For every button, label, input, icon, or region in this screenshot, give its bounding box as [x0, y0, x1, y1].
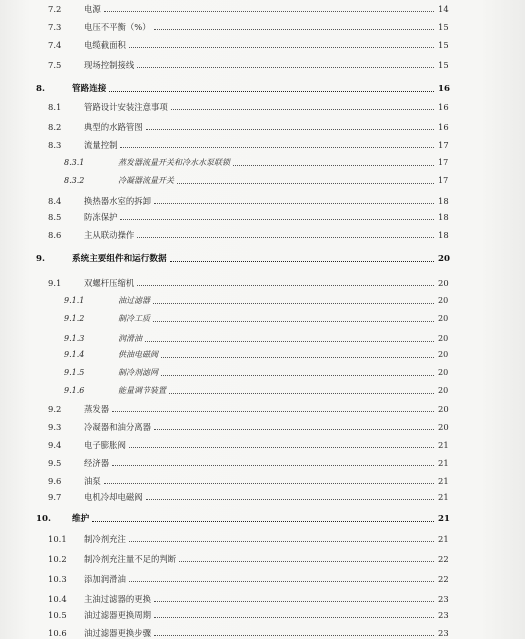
- toc-entry-title[interactable]: 电压不平衡（%）: [84, 22, 151, 32]
- toc-page-number: 20: [438, 314, 449, 323]
- toc-entry-number: 10.3: [48, 574, 67, 584]
- toc-dot-leader: [154, 635, 434, 636]
- toc-page-number: 15: [438, 40, 449, 50]
- toc-entry-number: 8.5: [48, 212, 62, 222]
- toc-dot-leader: [137, 285, 434, 286]
- toc-page-number: 20: [438, 422, 449, 432]
- toc-entry-row[interactable]: [0, 456, 525, 470]
- toc-entry-number: 7.4: [48, 40, 62, 50]
- toc-entry-title[interactable]: 添加润滑油: [84, 574, 126, 584]
- toc-entry-title[interactable]: 油过滤器: [118, 296, 150, 305]
- toc-page-number: 18: [438, 196, 449, 206]
- toc-dot-leader: [171, 109, 434, 110]
- toc-entry-title[interactable]: 供油电磁阀: [118, 350, 158, 359]
- toc-entry-row[interactable]: [0, 228, 525, 242]
- toc-entry-number: 9.2: [48, 404, 62, 414]
- toc-entry-row[interactable]: [0, 348, 525, 362]
- toc-entry-title[interactable]: 现场控制接线: [84, 60, 135, 70]
- toc-entry-row[interactable]: [0, 276, 525, 290]
- toc-entry-title[interactable]: 油过滤器更换周期: [84, 610, 151, 620]
- toc-entry-title[interactable]: 电机冷却电磁阀: [84, 492, 143, 502]
- toc-entry-row[interactable]: [0, 100, 525, 114]
- toc-dot-leader: [109, 91, 434, 92]
- toc-entry-number: 9.1.5: [64, 368, 85, 377]
- toc-entry-number: 8.: [36, 84, 45, 94]
- toc-page-number: 20: [438, 334, 449, 343]
- toc-dot-leader: [137, 67, 434, 68]
- toc-entry-number: 10.: [36, 514, 51, 524]
- toc-entry-number: 7.3: [48, 22, 62, 32]
- toc-entry-title[interactable]: 电源: [84, 4, 101, 14]
- toc-page-number: 18: [438, 230, 449, 240]
- toc-page-number: 16: [438, 122, 449, 132]
- toc-dot-leader: [104, 11, 434, 12]
- toc-entry-row[interactable]: [0, 626, 525, 639]
- toc-page-number: 20: [438, 296, 449, 305]
- toc-entry-number: 9.1.2: [64, 314, 85, 323]
- toc-entry-number: 8.3.2: [64, 176, 85, 185]
- toc-dot-leader: [112, 411, 434, 412]
- toc-entry-number: 7.2: [48, 4, 62, 14]
- toc-entry-title[interactable]: 维护: [72, 514, 90, 524]
- toc-page-number: 21: [438, 458, 449, 468]
- toc-dot-leader: [170, 261, 434, 262]
- toc-entry-number: 9.6: [48, 476, 62, 486]
- toc-entry-title[interactable]: 双螺杆压缩机: [84, 278, 135, 288]
- toc-entry-row[interactable]: [0, 294, 525, 308]
- toc-page-number: 15: [438, 22, 449, 32]
- toc-entry-row[interactable]: [0, 194, 525, 208]
- toc-dot-leader: [177, 183, 434, 184]
- toc-entry-title[interactable]: 防冻保护: [84, 212, 118, 222]
- toc-dot-leader: [146, 499, 434, 500]
- toc-dot-leader: [169, 393, 434, 394]
- toc-entry-number: 10.6: [48, 628, 67, 638]
- toc-dot-leader: [154, 601, 434, 602]
- toc-entry-number: 8.6: [48, 230, 62, 240]
- toc-entry-title[interactable]: 主油过滤器的更换: [84, 594, 151, 604]
- toc-entry-title[interactable]: 制冷剂滤网: [118, 368, 158, 377]
- toc-dot-leader: [154, 617, 434, 618]
- toc-dot-leader: [146, 129, 434, 130]
- toc-page-number: 21: [438, 492, 449, 502]
- toc-dot-leader: [129, 581, 434, 582]
- toc-entry-number: 7.5: [48, 60, 62, 70]
- toc-entry-row[interactable]: [0, 210, 525, 224]
- toc-entry-row[interactable]: [0, 438, 525, 452]
- toc-dot-leader: [129, 47, 434, 48]
- toc-page-number: 18: [438, 212, 449, 222]
- toc-entry-row[interactable]: [0, 58, 525, 72]
- toc-page-number: 14: [438, 4, 449, 14]
- toc-entry-title[interactable]: 能量调节装置: [118, 386, 166, 395]
- toc-entry-number: 10.5: [48, 610, 67, 620]
- toc-entry-title[interactable]: 制冷剂充注: [84, 534, 126, 544]
- toc-dot-leader: [92, 521, 434, 522]
- toc-entry-title[interactable]: 管路连接: [72, 84, 107, 94]
- toc-entry-number: 8.2: [48, 122, 62, 132]
- toc-entry-row[interactable]: [0, 384, 525, 398]
- toc-page-number: 16: [438, 102, 449, 112]
- toc-entry-row[interactable]: [0, 592, 525, 606]
- toc-dot-leader: [112, 465, 434, 466]
- toc-entry-row[interactable]: [0, 138, 525, 152]
- toc-page-number: 21: [438, 476, 449, 486]
- toc-entry-row[interactable]: [0, 2, 525, 16]
- toc-page-number: 21: [438, 440, 449, 450]
- toc-entry-row[interactable]: [0, 572, 525, 586]
- toc-entry-title[interactable]: 管路设计安装注意事项: [84, 102, 168, 112]
- toc-entry-title[interactable]: 润滑油: [118, 334, 142, 343]
- toc-entry-row[interactable]: [0, 402, 525, 416]
- toc-dot-leader: [154, 29, 434, 30]
- toc-entry-row[interactable]: [0, 366, 525, 380]
- toc-dot-leader: [153, 321, 434, 322]
- toc-page-number: 20: [438, 278, 449, 288]
- toc-entry-number: 8.4: [48, 196, 62, 206]
- toc-entry-title[interactable]: 流量控制: [84, 140, 118, 150]
- toc-page-number: 20: [438, 350, 449, 359]
- toc-entry-row[interactable]: [0, 474, 525, 488]
- toc-entry-row[interactable]: [0, 552, 525, 566]
- toc-entry-number: 9.1.6: [64, 386, 85, 395]
- toc-entry-title[interactable]: 制冷工质: [118, 314, 150, 323]
- toc-page-number: 23: [438, 610, 449, 620]
- toc-page-number: 23: [438, 594, 449, 604]
- toc-entry-number: 10.4: [48, 594, 67, 604]
- toc-page-number: 21: [438, 514, 450, 524]
- toc-entry-number: 9.: [36, 254, 45, 264]
- toc-entry-number: 8.3: [48, 140, 62, 150]
- toc-entry-row[interactable]: [0, 20, 525, 34]
- toc-entry-title[interactable]: 电缆截面积: [84, 40, 126, 50]
- toc-entry-row[interactable]: [0, 532, 525, 546]
- toc-page-number: 22: [438, 574, 449, 584]
- toc-entry-row[interactable]: [0, 332, 525, 346]
- toc-entry-title[interactable]: 冷凝器流量开关: [118, 176, 174, 185]
- toc-entry-number: 9.4: [48, 440, 62, 450]
- toc-entry-row[interactable]: [0, 174, 525, 188]
- toc-dot-leader: [145, 341, 434, 342]
- toc-page-number: 22: [438, 554, 449, 564]
- toc-entry-title[interactable]: 主从联动操作: [84, 230, 135, 240]
- toc-dot-leader: [120, 147, 434, 148]
- toc-entry-title[interactable]: 典型的水路管图: [84, 122, 143, 132]
- toc-page-number: 17: [438, 140, 449, 150]
- toc-entry-title[interactable]: 冷凝器和油分离器: [84, 422, 151, 432]
- toc-entry-row[interactable]: [0, 38, 525, 52]
- toc-entry-number: 9.1.3: [64, 334, 85, 343]
- toc-dot-leader: [153, 303, 434, 304]
- toc-entry-title[interactable]: 蒸发器: [84, 404, 110, 414]
- toc-entry-title[interactable]: 制冷剂充注量不足的判断: [84, 554, 177, 564]
- toc-chapter-row[interactable]: [0, 512, 525, 526]
- toc-dot-leader: [233, 165, 434, 166]
- toc-dot-leader: [154, 429, 434, 430]
- toc-dot-leader: [154, 203, 434, 204]
- toc-page-number: 23: [438, 628, 449, 638]
- toc-dot-leader: [129, 447, 434, 448]
- toc-dot-leader: [179, 561, 434, 562]
- toc-entry-row[interactable]: [0, 312, 525, 326]
- toc-entry-number: 9.1.4: [64, 350, 85, 359]
- toc-entry-row[interactable]: [0, 156, 525, 170]
- toc-page-number: 20: [438, 386, 449, 395]
- toc-entry-row[interactable]: [0, 120, 525, 134]
- toc-page-number: 21: [438, 534, 449, 544]
- toc-entry-number: 10.1: [48, 534, 67, 544]
- toc-page-number: 16: [438, 84, 450, 94]
- toc-entry-row[interactable]: [0, 420, 525, 434]
- toc-entry-number: 9.7: [48, 492, 62, 502]
- toc-entry-title[interactable]: 电子膨胀阀: [84, 440, 126, 450]
- toc-entry-title[interactable]: 系统主要组件和运行数据: [72, 254, 167, 264]
- toc-dot-leader: [104, 483, 434, 484]
- toc-entry-title[interactable]: 经济器: [84, 458, 110, 468]
- toc-page-number: 20: [438, 254, 450, 264]
- toc-dot-leader: [161, 357, 434, 358]
- toc-dot-leader: [137, 237, 434, 238]
- toc-entry-number: 9.1: [48, 278, 62, 288]
- toc-entry-number: 9.1.1: [64, 296, 85, 305]
- toc-entry-number: 9.3: [48, 422, 62, 432]
- toc-page-number: 20: [438, 404, 449, 414]
- toc-entry-title[interactable]: 换热器水室的拆卸: [84, 196, 151, 206]
- toc-entry-row[interactable]: [0, 490, 525, 504]
- toc-page-number: 15: [438, 60, 449, 70]
- toc-chapter-row[interactable]: [0, 82, 525, 96]
- toc-entry-row[interactable]: [0, 608, 525, 622]
- toc-dot-leader: [129, 541, 434, 542]
- toc-page-number: 17: [438, 176, 449, 185]
- toc-entry-number: 9.5: [48, 458, 62, 468]
- toc-dot-leader: [120, 219, 434, 220]
- toc-page-number: 17: [438, 158, 449, 167]
- toc-entry-number: 10.2: [48, 554, 67, 564]
- toc-entry-title[interactable]: 蒸发器流量开关和冷水水泵联锁: [118, 158, 230, 167]
- toc-entry-title[interactable]: 油泵: [84, 476, 101, 486]
- toc-entry-number: 8.1: [48, 102, 62, 112]
- toc-page-number: 20: [438, 368, 449, 377]
- toc-entry-title[interactable]: 油过滤器更换步骤: [84, 628, 151, 638]
- toc-dot-leader: [161, 375, 434, 376]
- toc-chapter-row[interactable]: [0, 252, 525, 266]
- toc-entry-number: 8.3.1: [64, 158, 85, 167]
